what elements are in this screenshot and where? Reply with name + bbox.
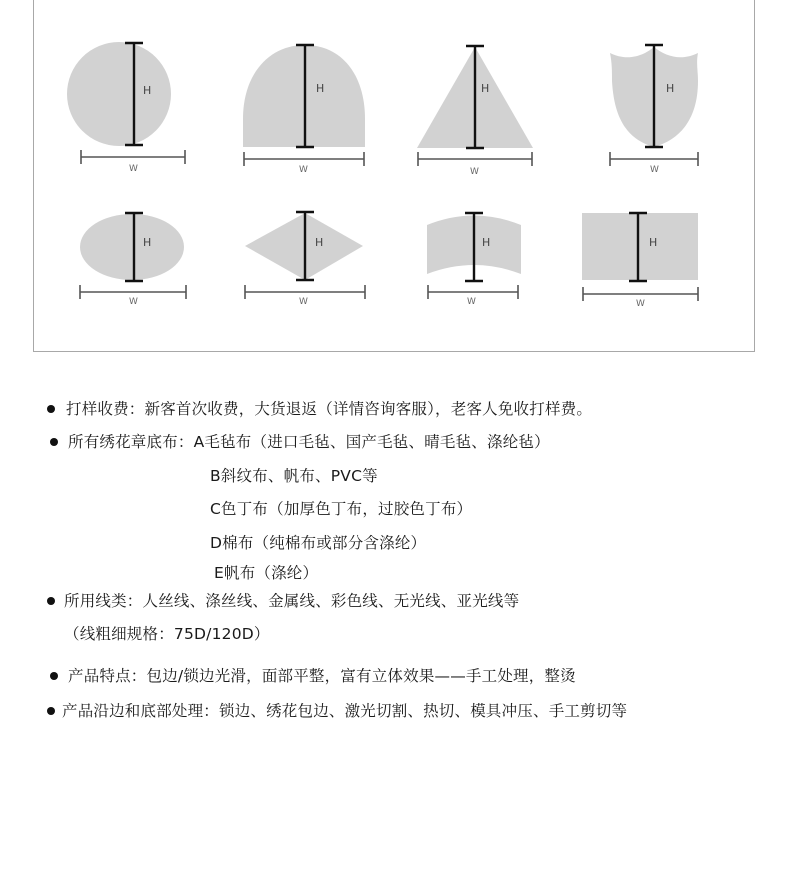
shape-diagram xyxy=(34,0,756,353)
bullet-edge xyxy=(47,707,55,715)
fabric-e-text: E帆布（涤纶） xyxy=(214,564,319,582)
features-text: 产品特点：包边/锁边光滑，面部平整，富有立体效果——手工处理，整烫 xyxy=(68,667,576,685)
height-label: H xyxy=(482,236,491,249)
shape-curved-banner xyxy=(427,213,521,307)
height-label: H xyxy=(316,82,325,95)
height-label: H xyxy=(315,236,324,249)
width-label: W xyxy=(650,165,659,175)
shape-shield xyxy=(610,45,698,175)
height-label: H xyxy=(666,82,675,95)
shape-diamond xyxy=(245,212,365,307)
bullet-fee xyxy=(47,405,55,413)
height-label: H xyxy=(143,84,152,97)
height-label: H xyxy=(481,82,490,95)
thread-spec-text: （线粗细规格：75D/120D） xyxy=(64,625,270,643)
width-label: W xyxy=(299,165,308,175)
fabric-b-text: B斜纹布、帆布、PVC等 xyxy=(210,467,378,485)
shape-diagram-panel xyxy=(33,0,755,352)
width-label: W xyxy=(636,299,645,309)
bullet-fabric xyxy=(50,438,58,446)
edge-text: 产品沿边和底部处理：锁边、绣花包边、激光切割、热切、模具冲压、手工剪切等 xyxy=(62,702,628,720)
width-label: W xyxy=(129,297,138,307)
width-label: W xyxy=(470,167,479,177)
shape-arch xyxy=(243,45,365,175)
fee-text: 打样收费：新客首次收费，大货退返（详情咨询客服），老客人免收打样费。 xyxy=(66,400,593,418)
shape-triangle xyxy=(417,46,533,177)
fabric-c-text: C色丁布（加厚色丁布，过胶色丁布） xyxy=(210,500,473,518)
shape-rectangle xyxy=(582,213,698,309)
width-label: W xyxy=(129,164,138,174)
bullet-features xyxy=(50,672,58,680)
shape-ellipse xyxy=(80,213,186,307)
width-label: W xyxy=(299,297,308,307)
fabric-a-text: 所有绣花章底布：A毛毡布（进口毛毡、国产毛毡、晴毛毡、涤纶毡） xyxy=(68,433,550,451)
height-label: H xyxy=(649,236,658,249)
fabric-d-text: D棉布（纯棉布或部分含涤纶） xyxy=(210,534,427,552)
height-label: H xyxy=(143,236,152,249)
width-label: W xyxy=(467,297,476,307)
thread-text: 所用线类：人丝线、涤丝线、金属线、彩色线、无光线、亚光线等 xyxy=(64,592,520,610)
bullet-thread xyxy=(47,597,55,605)
shape-circle xyxy=(67,42,185,174)
